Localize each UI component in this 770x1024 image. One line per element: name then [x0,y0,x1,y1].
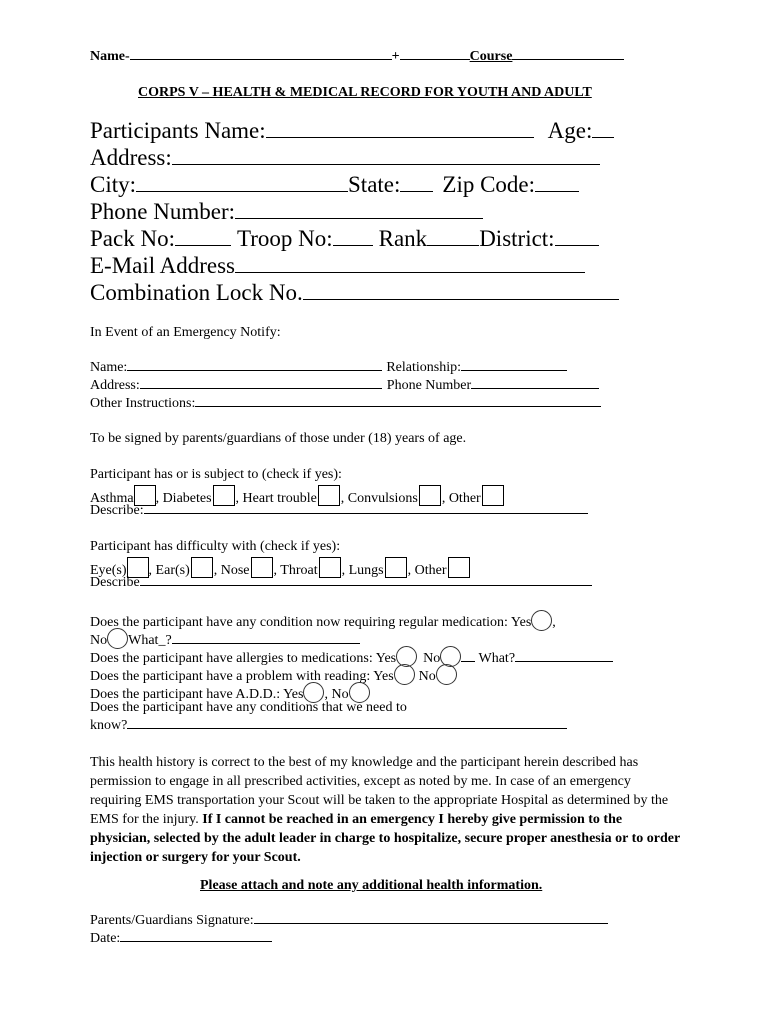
diabetes-label: , Diabetes [155,491,212,506]
question-add: Does the participant have A.D.D.: Yes , No [90,682,370,703]
ears-label: , Ear(s) [148,563,190,578]
emergency-address-label: Address: [90,378,140,393]
age-field[interactable] [592,137,614,138]
asthma-label: Asthma [90,491,134,506]
participant-name-label: Participants Name: [90,118,266,143]
q3-text: Does the participant have a problem with reading: Yes [90,669,394,684]
difficulty-describe-label: Describe [90,575,140,590]
conditions-other-label: , Other [441,491,481,506]
throat-label: , Throat [273,563,318,578]
question-conditions-know [90,718,567,734]
header-course-label: Course [469,49,513,64]
emergency-name-field[interactable] [127,370,382,371]
date-field[interactable] [120,941,272,942]
signature-field[interactable] [254,923,608,924]
header-course-field[interactable] [512,59,624,60]
lock-field[interactable] [303,299,619,300]
consent-normal-text: This health history is correct to the best of my knowledge and the participant herein described has permission to engage in all prescribed activities, except as noted by me. In case of an emergency requiring EMS transportation your Scout will be taken to the appropriate Hospital as determined by the EMS for the injury. [90,755,669,827]
district-label: District: [479,226,555,251]
q1-what-label: What_? [128,633,172,648]
header-name-label: Name- [90,49,130,64]
relationship-label: Relationship: [386,360,461,375]
page-title: CORPS V – HEALTH & MEDICAL RECORD FOR YOUTH AND ADULT [138,85,592,100]
state-field[interactable] [400,191,433,192]
attach-note: Please attach and note any additional health information. [200,878,543,893]
conditions-describe-row [90,503,588,519]
conditions-describe-label: Describe: [90,503,144,518]
emergency-phone-field[interactable] [471,388,599,389]
q4-text: Does the participant have A.D.D.: Yes [90,687,304,702]
header-name-field[interactable] [130,59,392,60]
q2-what-field[interactable] [515,661,613,662]
emergency-address-row [90,378,599,394]
pack-field[interactable] [175,245,231,246]
signature-row [90,913,608,929]
question-conditions: Does the participant have any conditions that we need to [90,700,407,715]
difficulty-other-label: , Other [407,563,447,578]
q1-no-label: No [90,633,108,648]
date-label: Date: [90,931,121,946]
q3-no-label: No [418,669,436,684]
state-label: State: [348,172,401,197]
email-row [90,253,585,279]
q2-no-label: No [423,651,441,666]
signed-note: To be signed by parents/guardians of those under (18) years of age. [90,431,467,446]
q2-gap [461,661,475,662]
q1-what-field[interactable] [172,643,360,644]
rank-field[interactable] [427,245,479,246]
rank-label: Rank [378,226,428,251]
relationship-field[interactable] [461,370,567,371]
zip-label: Zip Code: [442,172,536,197]
emergency-other-row [90,396,601,412]
date-row [90,931,272,947]
participant-name-field[interactable] [266,137,534,138]
zip-field[interactable] [535,191,579,192]
consent-paragraph [90,753,680,867]
q1-text: Does the participant have any condition now requiring regular medication: Yes [90,615,532,630]
district-field[interactable] [555,245,599,246]
header-line [90,49,624,65]
phone-row [90,199,483,225]
heart-label: , Heart trouble [235,491,317,506]
participant-name-row [90,118,614,144]
eyes-label: Eye(s) [90,563,127,578]
participant-address-row [90,145,600,171]
header-course-gap [400,59,470,60]
conditions-describe-field[interactable] [144,513,588,514]
lungs-label: , Lungs [341,563,384,578]
difficulty-describe-field[interactable] [140,585,592,586]
emergency-heading: In Event of an Emergency Notify: [90,325,281,340]
lock-label: Combination Lock No. [90,280,303,305]
city-label: City: [90,172,137,197]
emergency-phone-label: Phone Number [386,378,472,393]
email-field[interactable] [235,272,585,273]
city-field[interactable] [136,191,348,192]
troop-label: Troop No: [236,226,333,251]
city-row [90,172,579,198]
address-label: Address: [90,145,172,170]
conditions-heading: Participant has or is subject to (check if yes): [90,467,342,482]
phone-label: Phone Number: [90,199,236,224]
troop-field[interactable] [333,245,373,246]
nose-label: , Nose [213,563,250,578]
emergency-name-label: Name: [90,360,128,375]
header-plus: + [391,49,400,64]
pack-row [90,226,599,252]
question-medication: Does the participant have any condition now requiring regular medication: Yes , [90,610,556,631]
emergency-address-field[interactable] [140,388,382,389]
q1-yes-radio[interactable] [531,610,552,631]
consent-bold-text: If I cannot be reached in an emergency I hereby give permission to the physician, selected by the adult leader in charge to hospitalize, secure proper anesthesia or to order injection or surgery for your Scout. [90,812,680,865]
q3-no-radio[interactable] [436,664,457,685]
q4-no-label: No [331,687,349,702]
convulsions-label: , Convulsions [340,491,418,506]
emergency-name-row [90,360,567,376]
signature-label: Parents/Guardians Signature: [90,913,254,928]
difficulty-heading: Participant has difficulty with (check if yes): [90,539,341,554]
difficulty-describe-row [90,575,592,591]
address-field[interactable] [172,164,600,165]
q2-text: Does the participant have allergies to medications: Yes [90,651,397,666]
q3-yes-radio[interactable] [394,664,415,685]
q5-know-field[interactable] [127,728,567,729]
phone-field[interactable] [235,218,483,219]
other-instructions-field[interactable] [195,406,601,407]
other-instructions-label: Other Instructions: [90,396,196,411]
pack-label: Pack No: [90,226,175,251]
q5-know-label: know? [90,718,128,733]
email-label: E-Mail Address [90,253,236,278]
lock-row [90,280,619,306]
age-label: Age: [547,118,593,143]
q2-what-label: What? [478,651,516,666]
